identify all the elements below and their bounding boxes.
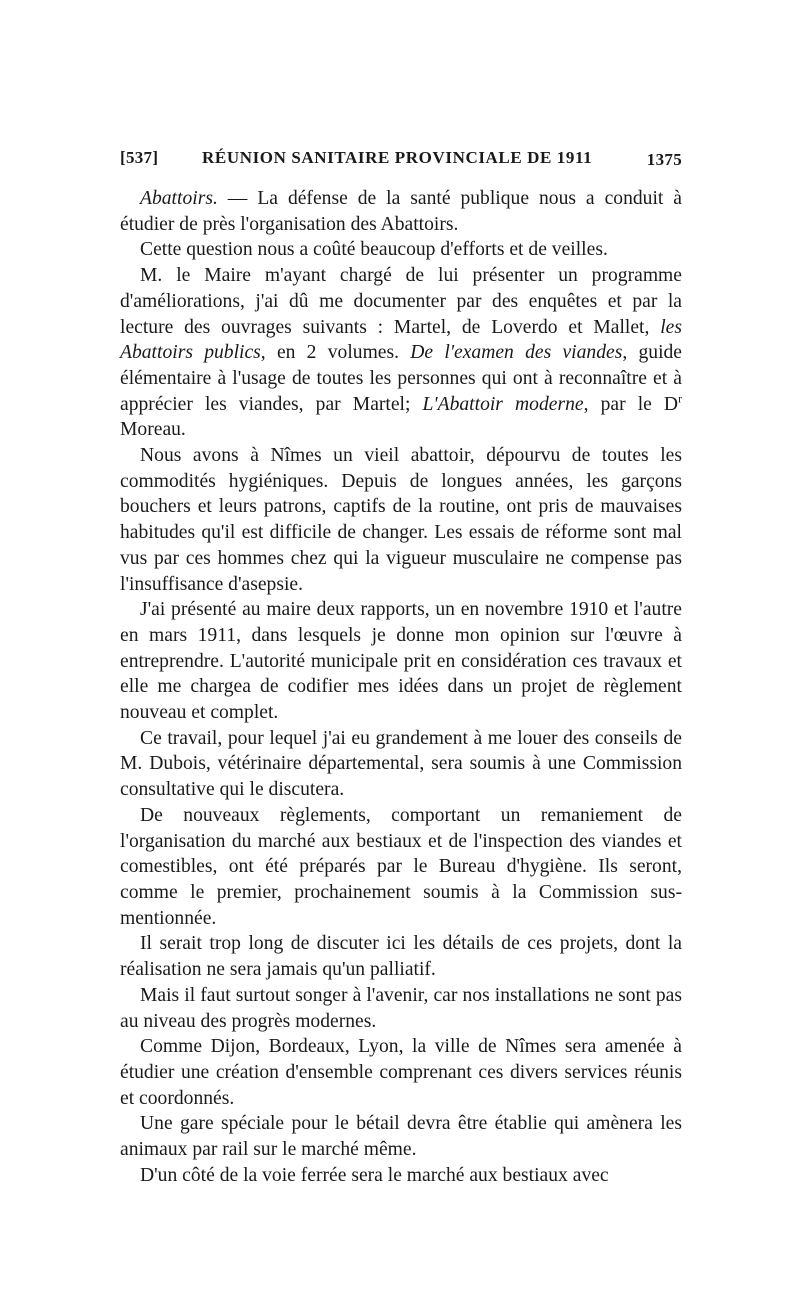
book-title: De l'examen des viandes — [410, 342, 623, 364]
paragraph-text: , guide élémentaire à l'usage de toutes les personnes qui ont à reconnaître et à apprécier les viandes, par Martel; — [120, 342, 683, 415]
book-title: L'Abattoir moderne — [422, 393, 584, 415]
running-title: RÉUNION SANITAIRE PROVINCIALE DE 1911 — [202, 148, 593, 167]
paragraph: Une gare spéciale pour le bétail devra être établie qui amènera les animaux par rail sur le marché même. — [120, 1113, 682, 1161]
paragraph-text: , par le D — [583, 393, 679, 415]
running-head — [120, 148, 682, 174]
paragraph: Il serait trop long de discuter ici les détails de ces projets, dont la réalisation ne sera jamais qu'un palliatif. — [120, 933, 682, 981]
paragraph-text: M. le Maire m'ayant chargé de lui présenter un programme d'améliorations, j'ai dû me documenter par des enquêtes et par la lecture des ouvrages suivants : Martel, de Loverdo et Mallet, — [120, 265, 682, 338]
paragraph: D'un côté de la voie ferrée sera le marché aux bestiaux avec — [140, 1164, 609, 1186]
page-ref-label: [537] — [120, 148, 159, 167]
paragraph: J'ai présenté au maire deux rapports, un en novembre 1910 et l'autre en mars 1911, dans lesquels je donne mon opinion sur l'œuvre à entreprendre. L'autorité municipale prit en considération ces travaux et elle me chargea de codifier mes idées dans un projet de règlement nouveau et complet. — [120, 599, 682, 724]
paragraph-references — [120, 263, 682, 443]
paragraph: Cette question nous a coûté beaucoup d'efforts et de veilles. — [140, 239, 608, 261]
paragraph-text: , en 2 volumes. — [260, 342, 411, 364]
paragraph: Mais il faut surtout songer à l'avenir, car nos installations ne sont pas au niveau des progrès modernes. — [120, 984, 682, 1032]
body-text — [120, 186, 682, 1188]
paragraph-abattoirs — [120, 186, 682, 237]
paragraph: Comme Dijon, Bordeaux, Lyon, la ville de Nîmes sera amenée à étudier une création d'ensemble comprenant ces divers services réunis et coordonnés. — [120, 1036, 682, 1109]
paragraph: De nouveaux règlements, comportant un remaniement de l'organisation du marché aux bestiaux et de l'inspection des viandes et comestibles, ont été préparés par le Bureau d'hygiène. Ils seront, comme le premier, prochainement soumis à la Commission sus-mentionnée. — [120, 804, 682, 929]
page-number: 1375 — [646, 150, 682, 169]
paragraph: Nous avons à Nîmes un vieil abattoir, dépourvu de toutes les commodités hygiéniques. Depuis de longues années, les garçons bouchers et leurs patrons, captifs de la routine, ont pris de mauvaises habitudes qu'il est difficile de changer. Les essais de réforme sont mal vus par ces hommes chez qui la vigueur musculaire ne compense pas l'insuffisance d'asepsie. — [120, 445, 682, 595]
paragraph-text: — La défense de la santé publique nous a conduit à étudier de près l'organisation des Abattoirs. — [120, 188, 682, 235]
book-title: les Abattoirs publics — [120, 316, 682, 364]
paragraph: Ce travail, pour lequel j'ai eu grandement à me louer des conseils de M. Dubois, vétérinaire départemental, sera soumis à une Commission consultative qui le discutera. — [120, 727, 682, 801]
section-lead-abattoirs: Abattoirs. — [140, 188, 218, 209]
paragraph-text: Moreau. — [120, 419, 186, 441]
superscript: r — [678, 392, 682, 406]
